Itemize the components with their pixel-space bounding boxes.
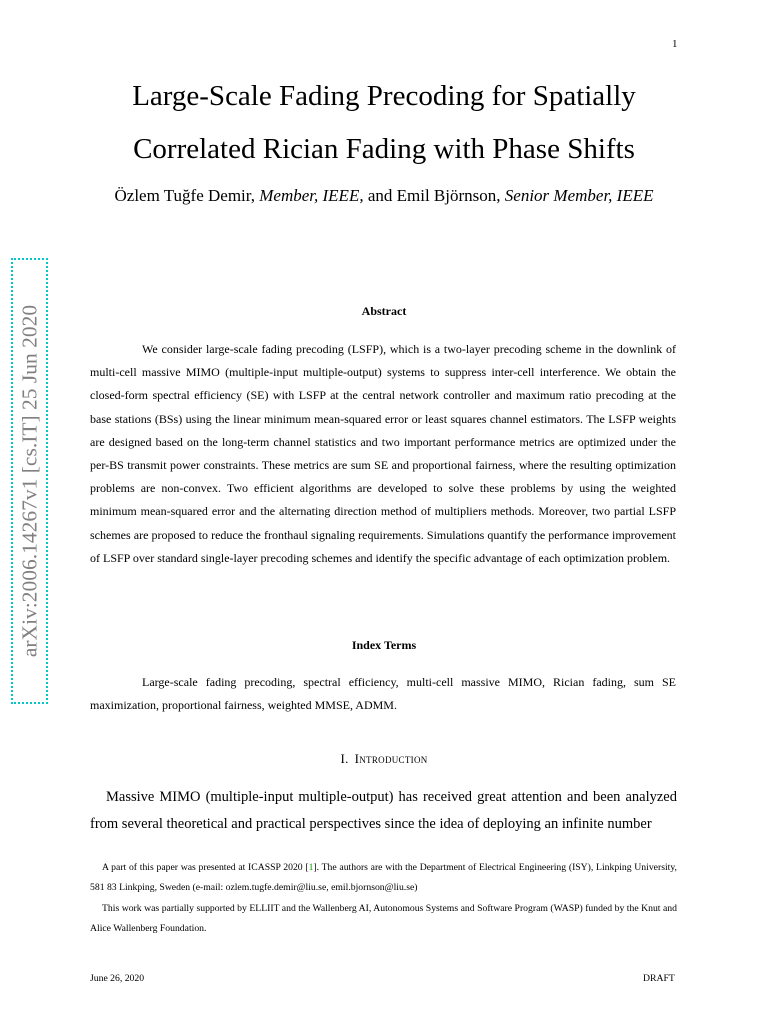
section-heading: [0, 751, 768, 767]
index-terms-heading: Index Terms: [351, 638, 417, 652]
section-title: Introduction: [354, 751, 428, 766]
author-1-name: Özlem Tuğfe Demir,: [114, 186, 255, 205]
citation-link[interactable]: 1: [308, 862, 314, 873]
footnote-1-end: ]. The authors are with the Department of Electrical Engineering (ISY), Linkping University, 581 83 Linkping, Sweden (e-mail: ozlem.tugfe.demir@liu.se, emil.bjornson@liu.se): [90, 862, 677, 893]
footnote-2: This work was partially supported by ELLIIT and the Wallenberg AI, Autonomous Systems and Software Program (WASP) funded by the Knut and Alice Wallenberg Foundation.: [90, 903, 677, 934]
index-terms-text: Large-scale fading precoding, spectral efficiency, multi-cell massive MIMO, Rician fading, sum SE maximization, proportional fairness, weighted MMSE, ADMM.: [90, 675, 676, 713]
introduction-text: Massive MIMO (multiple-input multiple-output) has received great attention and been analyzed from several theoretical and practical perspectives since the idea of deploying an infinite number: [90, 789, 677, 832]
footer-draft-label: DRAFT: [643, 973, 675, 984]
paper-title: [0, 70, 768, 176]
page-number: 1: [672, 38, 678, 50]
footnote-1-start: A part of this paper was presented at ICASSP 2020 [: [102, 862, 309, 873]
footer-date: June 26, 2020: [90, 973, 145, 984]
abstract-heading: Abstract: [361, 304, 407, 318]
title-line-1: Large-Scale Fading Precoding for Spatially: [132, 80, 636, 112]
title-line-2: Correlated Rician Fading with Phase Shifts: [133, 133, 635, 165]
author-conjunction: and: [367, 186, 393, 205]
arxiv-identifier: arXiv:2006.14267v1 [cs.IT] 25 Jun 2020: [17, 304, 41, 658]
author-2-name: Emil Björnson,: [396, 186, 501, 205]
footnote-1: [90, 858, 677, 898]
abstract-text: We consider large-scale fading precoding (LSFP), which is a two-layer precoding scheme in the downlink of multi-cell massive MIMO (multiple-input multiple-output) systems to suppress inter-cell interference. We obtain the closed-form spectral efficiency (SE) with LSFP at the central network controller and maximum ratio precoding at the base stations (BSs) using the linear minimum mean-squared error or least squares channel estimators. The LSFP weights are designed based on the long-term channel statistics and two important performance metrics are optimized under the per-BS transmit power constraints. These metrics are sum SE and proportional fairness, where the resulting optimization problems are non-convex. Two efficient algorithms are developed to solve these problems by using the weighted minimum mean-squared error and the alternating direction method of multipliers methods. Moreover, two partial LSFP schemes are proposed to reduce the fronthaul signaling requirements. Simulations quantify the performance improvement of LSFP over standard single-layer precoding schemes and identify the specific advantage of each optimization problem.: [90, 342, 676, 565]
section-number: I.: [340, 751, 349, 766]
author-2-role: Senior Member, IEEE: [504, 186, 654, 205]
author-list: [0, 186, 768, 206]
author-1-role: Member, IEEE,: [259, 186, 364, 205]
